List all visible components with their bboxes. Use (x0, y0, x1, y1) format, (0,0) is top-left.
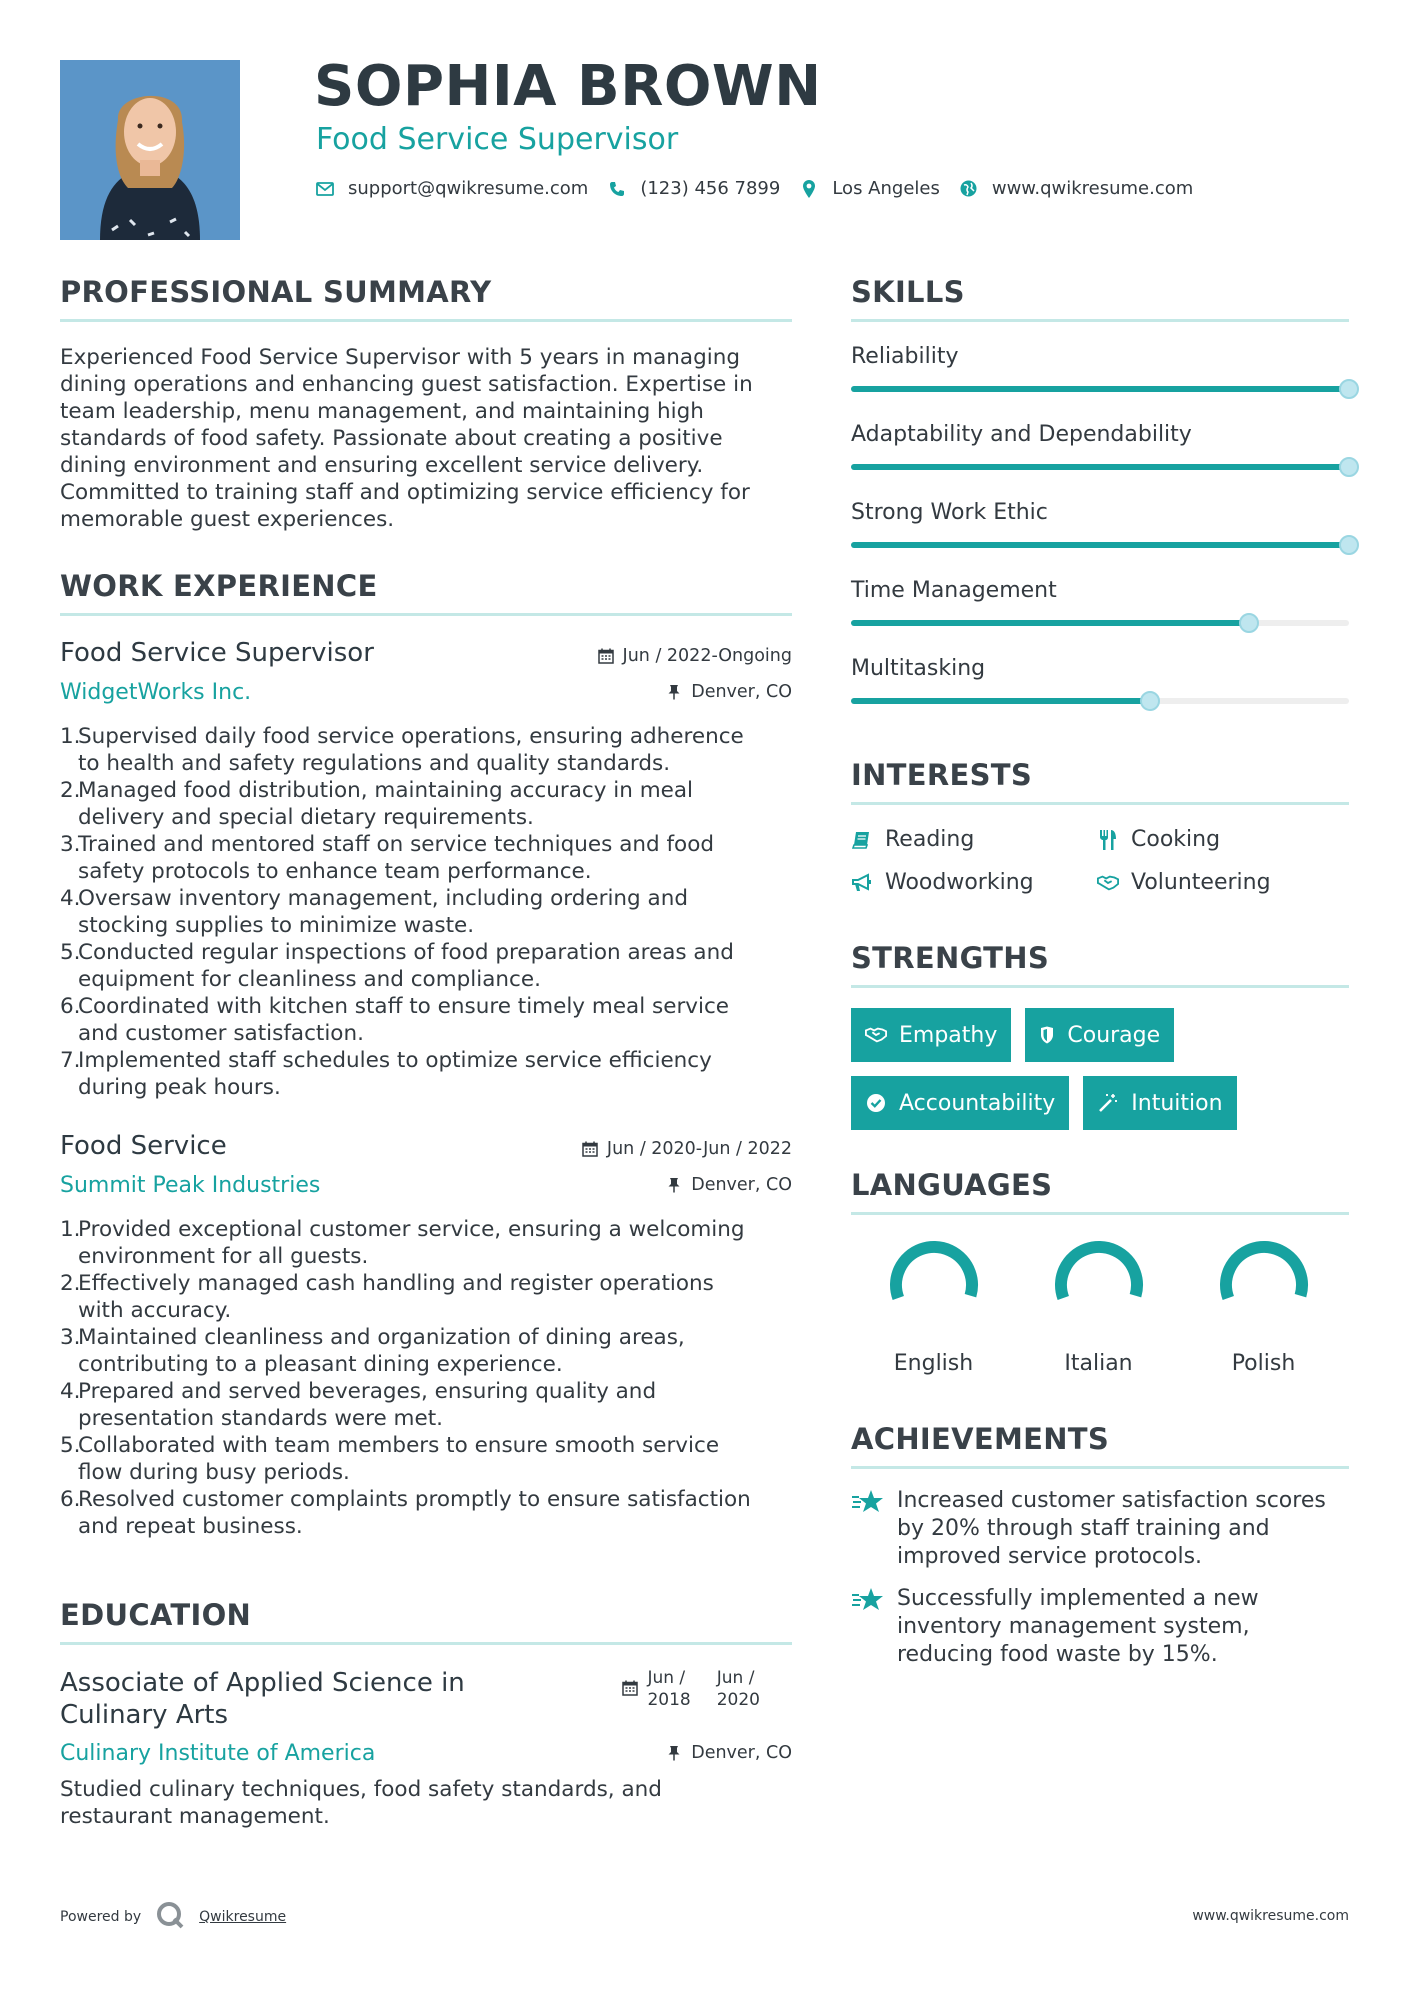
languages-list (851, 1237, 1349, 1376)
list-item (60, 831, 792, 885)
start-year: 2018 (647, 1690, 691, 1710)
language-label: Italian (1064, 1351, 1133, 1376)
skill-label: Time Management (851, 578, 1057, 603)
job-title: Food Service (60, 1131, 227, 1161)
list-item (60, 1216, 792, 1270)
degree-line: Culinary Arts (60, 1700, 229, 1730)
language-ring (886, 1237, 982, 1333)
book-icon (851, 829, 873, 851)
list-line: Effectively managed cash handling and register operations (78, 1271, 714, 1296)
candidate-name: SOPHIA BROWN (314, 54, 822, 119)
interest-cooking (1097, 827, 1337, 852)
summary-text (60, 344, 792, 533)
job-date (581, 1139, 792, 1159)
list-item (60, 1270, 792, 1324)
list-number: 3. (60, 832, 81, 857)
list-line: Coordinated with kitchen staff to ensure timely meal service (78, 994, 730, 1019)
achievements-heading: ACHIEVEMENTS (851, 1422, 1349, 1469)
education-line: Studied culinary techniques, food safety standards, and (60, 1777, 662, 1802)
skill-item (851, 322, 1349, 400)
language-ring-arc (886, 1237, 982, 1333)
list-line: with accuracy. (78, 1298, 232, 1323)
handshake-icon (865, 1024, 887, 1046)
skill-bar-fill (851, 698, 1150, 704)
list-line: Oversaw inventory management, including ordering and (78, 886, 688, 911)
achievement-line: reducing food waste by 15%. (897, 1642, 1218, 1667)
list-line: contributing to a pleasant dining experience. (78, 1352, 563, 1377)
pushpin-icon (665, 1744, 683, 1762)
footer-powered-by (60, 1900, 286, 1934)
degree-line: Associate of Applied Science in (60, 1668, 465, 1698)
qwikresume-link[interactable]: Qwikresume (199, 1909, 287, 1925)
skill-item (851, 400, 1349, 478)
strength-tag (1025, 1008, 1174, 1062)
experience-heading: WORK EXPERIENCE (60, 569, 792, 616)
contact-phone-text: (123) 456 7899 (640, 178, 781, 199)
language-ring (1216, 1237, 1312, 1333)
strength-tag (851, 1076, 1069, 1130)
interest-woodworking (851, 870, 1097, 895)
achievement-item (851, 1585, 1349, 1669)
list-line: equipment for cleanliness and compliance. (78, 967, 541, 992)
contact-location (800, 178, 940, 199)
skill-bar-track (851, 386, 1349, 392)
skill-bar-track (851, 542, 1349, 548)
language-item (1181, 1237, 1346, 1376)
list-item (60, 939, 792, 993)
interest-reading (851, 827, 1097, 852)
calendar-icon (581, 1140, 599, 1158)
list-line: Managed food distribution, maintaining accuracy in meal (78, 778, 694, 803)
star-burst-icon (851, 1585, 885, 1669)
utensils-icon (1097, 829, 1119, 851)
skills-list (851, 322, 1349, 712)
start-month: Jun / (647, 1668, 686, 1688)
job-entry (60, 638, 792, 1101)
language-ring (1051, 1237, 1147, 1333)
calendar-icon (597, 647, 615, 665)
achievement-line: inventory management system, (897, 1614, 1250, 1639)
job-company: WidgetWorks Inc. (60, 680, 252, 705)
school-name: Culinary Institute of America (60, 1741, 376, 1766)
skill-level-knob (1339, 457, 1359, 477)
list-line: delivery and special dietary requirements. (78, 805, 534, 830)
skill-item (851, 556, 1349, 634)
achievement-line: improved service protocols. (897, 1544, 1203, 1569)
pushpin-icon (665, 1176, 683, 1194)
job-location-text: Denver, CO (691, 682, 792, 702)
skill-level-knob (1140, 691, 1160, 711)
summary-line: dining operations and enhancing guest satisfaction. Expertise in (60, 372, 753, 397)
achievement-text (897, 1487, 1326, 1571)
language-label: Polish (1231, 1351, 1296, 1376)
summary-line: dining environment and ensuring excellent service delivery. (60, 453, 704, 478)
job-date (597, 646, 792, 666)
list-item (60, 885, 792, 939)
language-item (851, 1237, 1016, 1376)
education-dates (621, 1667, 760, 1711)
list-item (60, 1432, 792, 1486)
list-item (60, 1047, 792, 1101)
list-number: 2. (60, 1271, 81, 1296)
list-line: Prepared and served beverages, ensuring quality and (78, 1379, 657, 1404)
interest-label: Reading (885, 827, 975, 852)
job-company: Summit Peak Industries (60, 1173, 321, 1198)
contact-website[interactable] (960, 178, 1193, 199)
strength-label: Empathy (899, 1022, 998, 1048)
skill-item (851, 478, 1349, 556)
list-line: during peak hours. (78, 1075, 281, 1100)
powered-by-label: Powered by (60, 1909, 142, 1925)
school-location-text: Denver, CO (691, 1743, 792, 1763)
list-line: Provided exceptional customer service, ensuring a welcoming (78, 1217, 745, 1242)
job-date-text: Jun / 2022-Ongoing (622, 646, 792, 666)
phone-icon (608, 180, 626, 198)
list-line: and repeat business. (78, 1514, 303, 1539)
achievement-line: by 20% through staff training and (897, 1516, 1270, 1541)
achievement-text (897, 1585, 1259, 1669)
language-label: English (893, 1351, 974, 1376)
pushpin-icon (665, 683, 683, 701)
job-entry (60, 1131, 792, 1540)
list-line: to health and safety regulations and quality standards. (78, 751, 671, 776)
language-ring-arc (1051, 1237, 1147, 1333)
achievement-item (851, 1487, 1349, 1571)
summary-line: team leadership, menu management, and maintaining high (60, 399, 704, 424)
list-number: 5. (60, 1433, 81, 1458)
job-date-text: Jun / 2020-Jun / 2022 (606, 1139, 792, 1159)
job-location (665, 682, 792, 702)
list-number: 2. (60, 778, 81, 803)
strength-label: Intuition (1131, 1090, 1223, 1116)
education-heading: EDUCATION (60, 1598, 792, 1645)
job-duties (60, 723, 792, 1101)
skill-bar-track (851, 620, 1349, 626)
left-column (60, 275, 792, 1830)
list-line: safety protocols to enhance team performance. (78, 859, 592, 884)
list-line: Trained and mentored staff on service techniques and food (78, 832, 715, 857)
contact-location-text: Los Angeles (832, 178, 940, 199)
contact-row (316, 178, 1213, 199)
qwikresume-logo-icon (155, 1900, 185, 1934)
list-line: stocking supplies to minimize waste. (78, 913, 475, 938)
list-line: environment for all guests. (78, 1244, 369, 1269)
calendar-icon (621, 1679, 639, 1697)
list-number: 6. (60, 1487, 81, 1512)
achievement-line: Increased customer satisfaction scores (897, 1488, 1326, 1513)
interest-volunteering (1097, 870, 1337, 895)
list-line: Supervised daily food service operations, ensuring adherence (78, 724, 744, 749)
list-item (60, 993, 792, 1047)
skill-label: Reliability (851, 344, 959, 369)
languages-heading: LANGUAGES (851, 1168, 1349, 1215)
list-number: 4. (60, 1379, 81, 1404)
job-duties (60, 1216, 792, 1540)
strengths-tags (851, 1008, 1349, 1130)
right-column (851, 275, 1349, 1683)
summary-line: Committed to training staff and optimizing service efficiency for (60, 480, 750, 505)
contact-email-text: support@qwikresume.com (348, 178, 589, 199)
list-item (60, 777, 792, 831)
magic-wand-icon (1097, 1092, 1119, 1114)
strength-tag (851, 1008, 1011, 1062)
skill-label: Adaptability and Dependability (851, 422, 1192, 447)
list-number: 3. (60, 1325, 81, 1350)
language-item (1016, 1237, 1181, 1376)
map-pin-icon (800, 180, 818, 198)
achievements-list (851, 1487, 1349, 1669)
interest-label: Woodworking (885, 870, 1034, 895)
end-date (717, 1667, 760, 1711)
skill-item (851, 634, 1349, 712)
list-item (60, 1324, 792, 1378)
strength-tag (1083, 1076, 1236, 1130)
envelope-icon (316, 180, 334, 198)
job-location-text: Denver, CO (691, 1175, 792, 1195)
candidate-title: Food Service Supervisor (316, 122, 679, 157)
education-entry (60, 1667, 792, 1830)
globe-icon (960, 180, 978, 198)
summary-line: memorable guest experiences. (60, 507, 395, 532)
list-number: 6. (60, 994, 81, 1019)
skills-heading: SKILLS (851, 275, 1349, 322)
footer-url[interactable]: www.qwikresume.com (1192, 1908, 1349, 1924)
list-line: presentation standards were met. (78, 1406, 443, 1431)
list-number: 1. (60, 724, 81, 749)
list-item (60, 723, 792, 777)
skill-label: Multitasking (851, 656, 986, 681)
strength-label: Accountability (899, 1090, 1056, 1116)
interests-grid (851, 827, 1349, 895)
skill-level-knob (1239, 613, 1259, 633)
degree-title (60, 1667, 530, 1731)
skill-level-knob (1339, 379, 1359, 399)
list-number: 1. (60, 1217, 81, 1242)
skill-bar-track (851, 698, 1349, 704)
check-circle-icon (865, 1092, 887, 1114)
language-ring-arc (1216, 1237, 1312, 1333)
end-month: Jun / (716, 1668, 755, 1688)
strength-label: Courage (1067, 1022, 1161, 1048)
list-number: 5. (60, 940, 81, 965)
job-location (665, 1175, 792, 1195)
skill-bar-fill (851, 542, 1349, 548)
bullhorn-icon (851, 872, 873, 894)
skill-bar-fill (851, 464, 1349, 470)
skill-bar-fill (851, 386, 1349, 392)
skill-label: Strong Work Ethic (851, 500, 1048, 525)
skill-bar-track (851, 464, 1349, 470)
skill-level-knob (1339, 535, 1359, 555)
shield-icon (1039, 1024, 1055, 1046)
summary-heading: PROFESSIONAL SUMMARY (60, 275, 792, 322)
contact-email[interactable] (316, 178, 588, 199)
profile-photo (60, 60, 240, 240)
summary-line: Experienced Food Service Supervisor with 5 years in managing (60, 345, 740, 370)
list-number: 7. (60, 1048, 81, 1073)
contact-phone[interactable] (608, 178, 780, 199)
contact-website-text: www.qwikresume.com (991, 178, 1194, 199)
strengths-heading: STRENGTHS (851, 941, 1349, 988)
star-burst-icon (851, 1487, 885, 1571)
interest-label: Cooking (1131, 827, 1221, 852)
list-item (60, 1486, 792, 1540)
education-line: restaurant management. (60, 1804, 330, 1829)
list-item (60, 1378, 792, 1432)
list-line: Maintained cleanliness and organization of dining areas, (78, 1325, 685, 1350)
list-number: 4. (60, 886, 81, 911)
summary-line: standards of food safety. Passionate about creating a positive (60, 426, 723, 451)
interest-label: Volunteering (1131, 870, 1271, 895)
job-title: Food Service Supervisor (60, 638, 374, 668)
list-line: Implemented staff schedules to optimize service efficiency (78, 1048, 712, 1073)
handshake-icon (1097, 872, 1119, 894)
list-line: Collaborated with team members to ensure smooth service (78, 1433, 720, 1458)
interests-heading: INTERESTS (851, 758, 1349, 805)
school-location (665, 1743, 792, 1763)
list-line: Resolved customer complaints promptly to ensure satisfaction (78, 1487, 751, 1512)
list-line: flow during busy periods. (78, 1460, 350, 1485)
skill-bar-fill (851, 620, 1249, 626)
list-line: Conducted regular inspections of food preparation areas and (78, 940, 734, 965)
education-description (60, 1776, 792, 1830)
end-year: 2020 (716, 1690, 760, 1710)
start-date (647, 1667, 690, 1711)
list-line: and customer satisfaction. (78, 1021, 364, 1046)
achievement-line: Successfully implemented a new (897, 1586, 1259, 1611)
